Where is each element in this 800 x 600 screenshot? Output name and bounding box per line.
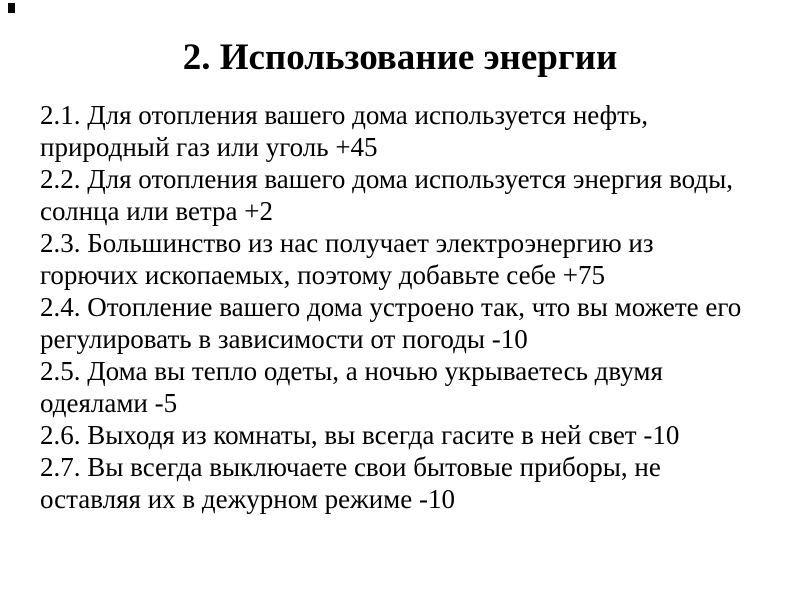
list-item-2-1-line-1: 2.1. Для отопления вашего дома используется нефть, [40, 100, 648, 130]
list-item-2-4-line-2: регулировать в зависимости от погоды -10 [40, 324, 528, 354]
list-item-2-2-line-2: солнца или ветра +2 [40, 196, 274, 226]
list-item-2-7-line-2: оставляя их в дежурном режиме -10 [40, 484, 455, 514]
list-item-2-1-line-2: природный газ или уголь +45 [40, 132, 378, 162]
corner-artifact-mark [8, 3, 15, 13]
list-item-2-3-line-2: горючих ископаемых, поэтому добавьте себе +75 [40, 260, 605, 290]
list-item-2-6-line-1: 2.6. Выходя из комнаты, вы всегда гасите в ней свет -10 [40, 420, 680, 450]
list-item-2-4-line-1: 2.4. Отопление вашего дома устроено так, что вы можете его [40, 292, 742, 322]
list-item-2-2-line-1: 2.2. Для отопления вашего дома используется энергия воды, [40, 164, 733, 194]
slide-body [40, 99, 770, 515]
list-item-2-3-line-1: 2.3. Большинство из нас получает электроэнергию из [40, 228, 654, 258]
list-item-2-7-line-1: 2.7. Вы всегда выключаете свои бытовые приборы, не [40, 452, 661, 482]
list-item-2-5-line-1: 2.5. Дома вы тепло одеты, а ночью укрываетесь двумя [40, 356, 663, 386]
list-item-2-5-line-2: одеялами -5 [40, 388, 178, 418]
slide-title: 2. Использование энергии [182, 37, 618, 78]
